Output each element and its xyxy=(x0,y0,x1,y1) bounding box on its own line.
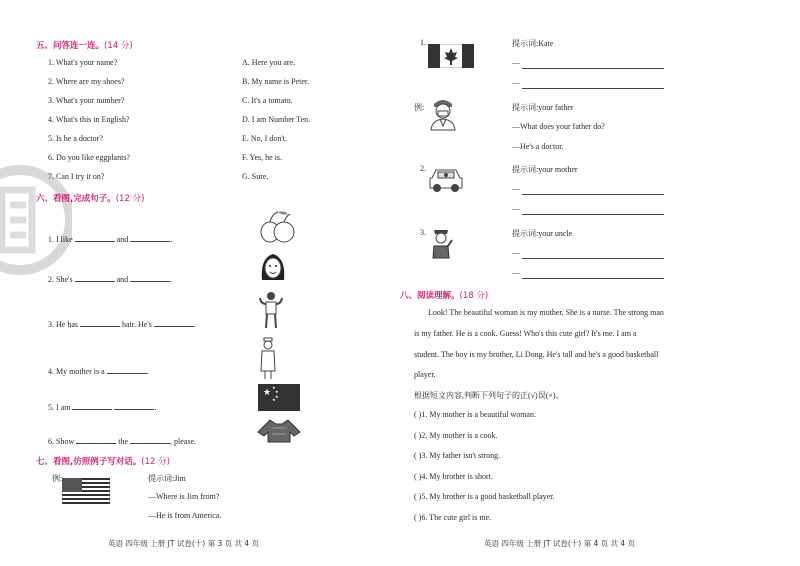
r-item2-label: 2. xyxy=(420,164,426,173)
dash: — xyxy=(512,248,520,257)
section7-title: 七、看图,仿照例子写对话。(12 分) xyxy=(36,457,170,467)
dash: — xyxy=(512,268,520,277)
s7-answer: —He is from America. xyxy=(148,511,222,520)
answer-line[interactable] xyxy=(522,278,664,279)
s6-item-4: 4. My mother is a . xyxy=(48,367,149,376)
s5-question: 2. Where are my shoes? xyxy=(48,77,125,86)
s7-question: —Where is Jim from? xyxy=(148,492,220,501)
doctor-icon xyxy=(428,96,458,132)
section5-title: 五、问答连一连。(14 分) xyxy=(36,41,133,51)
r-item2-hint: 提示词:your mother xyxy=(512,165,578,174)
dash: — xyxy=(512,58,520,67)
s6-item-5: 5. I am . xyxy=(48,403,157,412)
svg-text:★: ★ xyxy=(275,389,279,394)
answer-line[interactable] xyxy=(522,88,664,89)
tf-statement[interactable]: ( )1. My mother is a beautiful woman. xyxy=(414,410,536,419)
china-flag-icon xyxy=(258,384,300,411)
section8-title: 八、阅读理解。(18 分) xyxy=(400,291,489,301)
s5-answer: F. Yes, he is. xyxy=(242,153,283,162)
s7-example-label: 例: xyxy=(52,474,63,483)
r-item1-label: 1. xyxy=(420,38,426,47)
s5-question: 5. Is he a doctor? xyxy=(48,134,103,143)
s6-item-1: 1. I like and . xyxy=(48,235,173,244)
s5-answer: D. I am Number Ten. xyxy=(242,115,311,124)
dash: — xyxy=(512,78,520,87)
instruction: 根据短文内容,判断下列句子的正(√)误(×)。 xyxy=(414,391,564,400)
watermark-stamp xyxy=(0,150,72,290)
r-item1-hint: 提示词:Kate xyxy=(512,39,554,48)
passage-line: player. xyxy=(414,370,436,379)
sweater-icon xyxy=(256,418,302,444)
right-footer: 英语 四年级 上册 JT 试卷(十) 第 4 页 共 4 页 xyxy=(484,539,636,548)
svg-text:★: ★ xyxy=(263,388,272,398)
r-item3-hint: 提示词:your uncle xyxy=(512,229,573,238)
girl-face-icon xyxy=(258,250,288,284)
tf-statement[interactable]: ( )3. My father isn't strong. xyxy=(414,451,501,460)
r-example-q: —What does your father do? xyxy=(512,122,605,131)
r-example-label: 例: xyxy=(414,103,425,112)
answer-line[interactable] xyxy=(522,214,664,215)
r-example-hint: 提示词:your father xyxy=(512,103,574,112)
passage-line: student. The boy is my brother, Li Dong. He's tall and he's a good basketball xyxy=(414,350,659,359)
s5-answer: E. No, I don't. xyxy=(242,134,287,143)
dash: — xyxy=(512,184,520,193)
r-example-a: —He's a doctor. xyxy=(512,142,564,151)
pears-icon xyxy=(258,208,298,244)
s5-answer: G. Sure. xyxy=(242,172,269,181)
s5-question: 7. Can I try it on? xyxy=(48,172,105,181)
answer-line[interactable] xyxy=(522,258,664,259)
s7-hint: 提示词:Jim xyxy=(148,474,186,483)
s5-question: 6. Do you like eggplants? xyxy=(48,153,130,162)
tf-statement[interactable]: ( )2. My mother is a cook. xyxy=(414,431,498,440)
svg-text:★: ★ xyxy=(272,385,276,390)
svg-text:★: ★ xyxy=(272,397,276,402)
s5-question: 1. What's your name? xyxy=(48,58,118,67)
s6-item-3: 3. He has hair. He's . xyxy=(48,320,196,329)
strong-man-icon xyxy=(258,290,284,330)
passage-line: is my father. He is a cook. Guess! Who's this cute girl? It's me. I am a xyxy=(414,329,637,338)
svg-text:★: ★ xyxy=(275,394,279,399)
tf-statement[interactable]: ( )6. The cute girl is me. xyxy=(414,513,492,522)
tf-statement[interactable]: ( )5. My brother is a good basketball player. xyxy=(414,492,555,501)
usa-flag-icon xyxy=(62,478,110,504)
s5-answer: B. My name is Peter. xyxy=(242,77,310,86)
passage-line: Look! The beautiful woman is my mother. She is a nurse. The strong man xyxy=(428,308,664,317)
s5-answer: C. It's a tomato. xyxy=(242,96,293,105)
left-footer: 英语 四年级 上册 JT 试卷(十) 第 3 页 共 4 页 xyxy=(108,539,260,548)
nurse-icon xyxy=(258,337,278,381)
taxi-driver-icon xyxy=(428,164,464,194)
s5-question: 4. What's this in English? xyxy=(48,115,130,124)
s6-item-6: 6. Show the , please. xyxy=(48,437,197,446)
section6-title: 六、看图,完成句子。(12 分) xyxy=(36,194,145,204)
canada-flag-icon xyxy=(428,44,474,68)
tf-statement[interactable]: ( )4. My brother is short. xyxy=(414,472,493,481)
r-item3-label: 3. xyxy=(420,228,426,237)
dash: — xyxy=(512,204,520,213)
answer-line[interactable] xyxy=(522,194,664,195)
s5-question: 3. What's your number? xyxy=(48,96,125,105)
answer-line[interactable] xyxy=(522,68,664,69)
s6-item-2: 2. She's and . xyxy=(48,275,173,284)
s5-answer: A. Here you are. xyxy=(242,58,296,67)
police-icon xyxy=(428,224,454,260)
